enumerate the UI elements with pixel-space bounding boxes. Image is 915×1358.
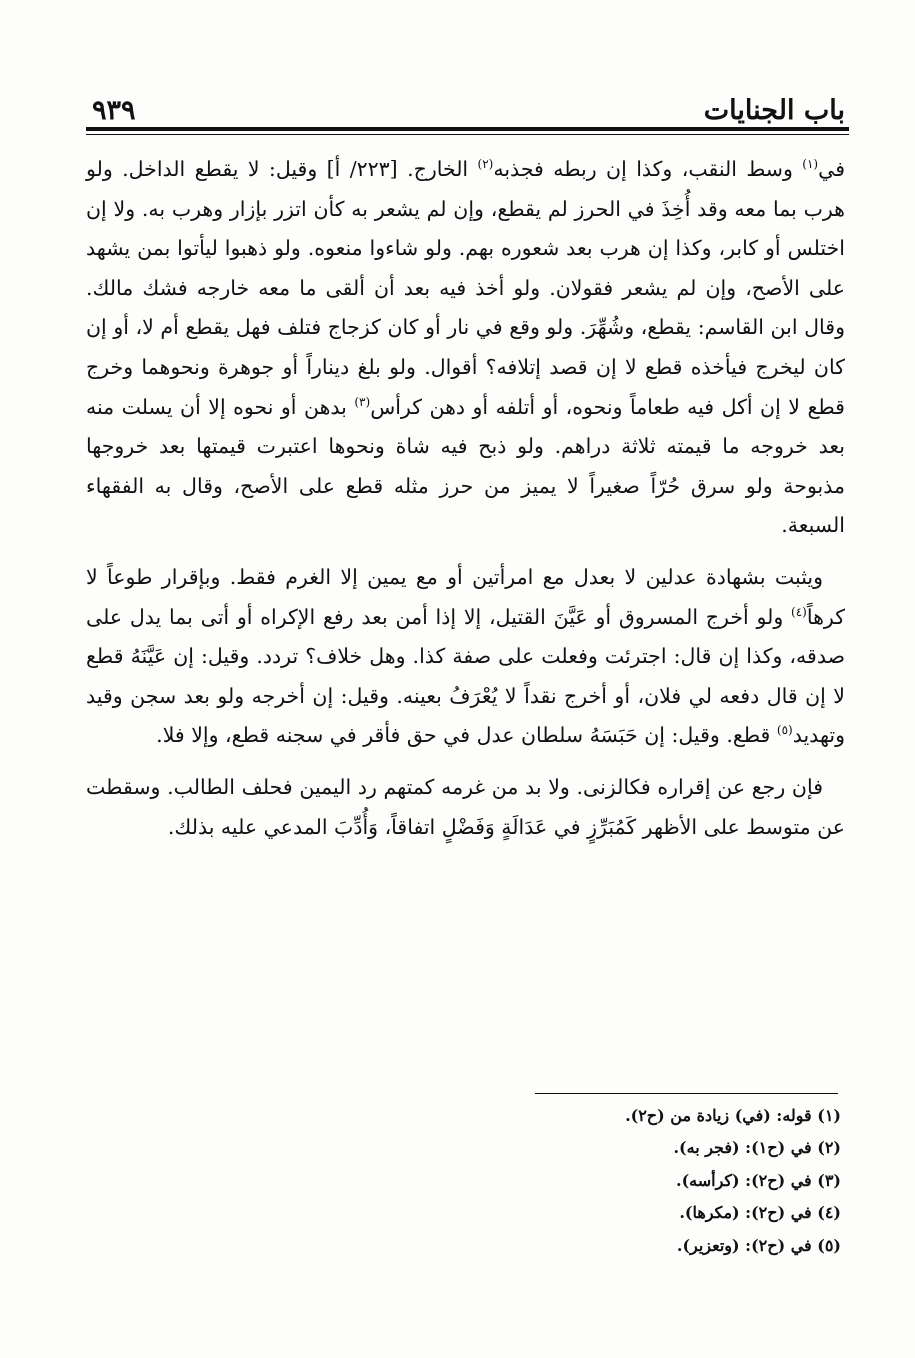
page-header bbox=[92, 80, 845, 124]
footnote-marker: (٥) bbox=[776, 723, 793, 738]
header-rule-thin bbox=[86, 134, 849, 135]
footnote-separator bbox=[535, 1093, 838, 1094]
text-run: قطع. وقيل: إن حَبَسَهُ سلطان عدل في حق فأقر في سجنه قطع، وإلا فلا. bbox=[156, 723, 777, 748]
paragraph bbox=[86, 150, 845, 546]
text-run: ولو أخرج المسروق أو عَيَّنَ القتيل، إلا إذا أمن بعد رفع الإكراه أو أتى بما يدل على صدقه، وكذا إن قال: اجترئت وفعلت على صفة كذا. وهل خلاف؟ تردد. وقيل: إن عَيَّنَهُ قطع لا إن قال دفعه لي فلان، أو أخرج نقداً لا يُعْرَفُ بعينه. وقيل: إن أخرجه ولو بعد سجن وقيد وتهديد bbox=[86, 604, 845, 748]
running-title: باب الجنايات bbox=[703, 95, 845, 126]
footnote: (٣) في (ح٢): (كرأسه). bbox=[676, 1170, 841, 1190]
footnote: (١) قوله: (في) زيادة من (ح٢). bbox=[625, 1106, 841, 1125]
paragraph bbox=[86, 558, 845, 756]
footnote: (٤) في (ح٢): (مكرها). bbox=[679, 1203, 841, 1223]
text-run: وسط النقب، وكذا إن ربطه فجذبه bbox=[493, 157, 803, 181]
footnote-marker: (٢) bbox=[477, 157, 494, 172]
text-run: بدهن أو نحوه إلا أن يسلت منه بعد خروجه ما قيمته ثلاثة دراهم. ولو ذبح فيه شاة ونحوها اعتبرت قيمتها بعد خروجها مذبوحة ولو سرق حُرّاً صغيراً لا يميز من حرز مثله قطع على الأصح، وقال به الفقهاء السبعة. bbox=[86, 394, 845, 538]
footnotes bbox=[141, 1100, 841, 1262]
paragraph bbox=[86, 768, 845, 847]
page-number: ٩٣٩ bbox=[92, 95, 136, 126]
text-run: فإن رجع عن إقراره فكالزنى. ولا بد من غرمه كمتهم رد اليمين فحلف الطالب. وسقطت عن متوسط على الأظهر كَمُبَرِّزٍ في عَدَالَةٍ وَفَضْلٍ اتفاقاً، وَأُدِّبَ المدعي عليه بذلك. bbox=[86, 774, 845, 839]
header-rule-thick bbox=[86, 127, 849, 131]
footnote: (٢) في (ح١): (فجر به). bbox=[673, 1138, 841, 1158]
footnote-marker: (٤) bbox=[791, 604, 807, 619]
main-text bbox=[86, 150, 845, 847]
footnote: (٥) في (ح٢): (وتعزير). bbox=[676, 1235, 841, 1255]
footnote-marker: (٣) bbox=[354, 394, 371, 409]
text-run: الخارج. [٢٢٣/ أ] وقيل: لا يقطع الداخل. ولو هرب بما معه وقد أُخِذَ في الحرز لم يقطع، وإن لم يشعر به كأن اتزر بإزار وهرب به. ولا إن اختلس أو كابر، وكذا إن هرب بعد شعوره بهم. ولو شاءوا منعوه. ولو ذهبوا ليأتوا بمن يشهد على الأصح، وإن لم يشعر فقولان. ولو أخذ فيه بعد أن ألقى ما معه خارجه فشك مالك. وقال ابن القاسم: يقطع، وشُهِّرَ. ولو وقع في نار أو كان كزجاج فتلف فهل يقطع أم لا، أو إن كان ليخرج فيأخذه قطع لا إن قصد إتلافه؟ أقوال. ولو بلغ ديناراً أو جوهرة ونحوهما وخرج قطع لا إن أكل فيه طعاماً ونحوه، أو أتلفه أو دهن كرأس bbox=[86, 157, 845, 419]
footnote-marker: (١) bbox=[802, 157, 819, 172]
text-run: ويثبت بشهادة عدلين لا بعدل مع امرأتين أو مع يمين إلا الغرم فقط. وبإقرار طوعاً لا كرهاً bbox=[86, 564, 845, 629]
text-run: في bbox=[818, 157, 845, 181]
